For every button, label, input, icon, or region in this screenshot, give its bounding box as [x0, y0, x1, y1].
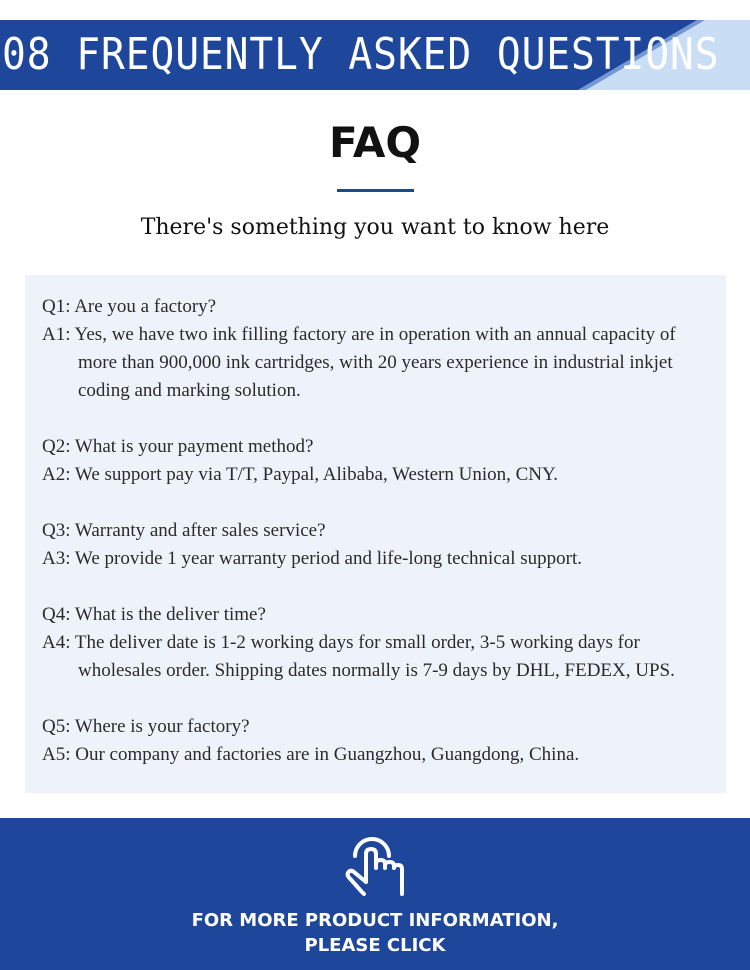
faq-question: Q1: Are you a factory?	[42, 296, 217, 317]
faq-panel	[25, 275, 726, 793]
footer-cta-text	[0, 908, 750, 958]
more-info-button[interactable]	[0, 818, 750, 970]
faq-item-5	[42, 713, 722, 769]
faq-answer-text: A5: Our company and factories are in Guangzhou, Guangdong, China.	[42, 744, 580, 765]
faq-question: Q5: Where is your factory?	[42, 716, 250, 737]
banner-title: 08 FREQUENTLY ASKED QUESTIONS	[2, 29, 720, 80]
footer-cta-line-2: PLEASE CLICK	[304, 935, 446, 956]
faq-answer-text: A4: The deliver date is 1-2 working days for small order, 3-5 working days for	[42, 632, 640, 653]
hand-pointer-icon	[344, 832, 406, 898]
faq-question: Q4: What is the deliver time?	[42, 604, 266, 625]
faq-answer-text: wholesales order. Shipping dates normally is 7-9 days by DHL, FEDEX, UPS.	[78, 660, 675, 681]
faq-answer-text: A3: We provide 1 year warranty period and life-long technical support.	[42, 548, 582, 569]
faq-item-4	[42, 601, 722, 685]
faq-list	[42, 293, 722, 797]
faq-item-1	[42, 293, 722, 405]
faq-answer-text: A1: Yes, we have two ink filling factory are in operation with an annual capacity of	[42, 324, 676, 345]
page-subtitle: There's something you want to know here	[140, 215, 610, 240]
faq-item-2	[42, 433, 722, 489]
faq-answer	[42, 461, 722, 489]
faq-answer-text: more than 900,000 ink cartridges, with 20 years experience in industrial inkjet	[78, 352, 673, 373]
footer-cta-line-1: FOR MORE PRODUCT INFORMATION,	[191, 910, 559, 931]
faq-question: Q3: Warranty and after sales service?	[42, 520, 326, 541]
section-banner	[0, 20, 750, 90]
faq-answer	[42, 741, 722, 769]
faq-answer-text: A2: We support pay via T/T, Paypal, Alibaba, Western Union, CNY.	[42, 464, 559, 485]
page-title: FAQ	[328, 118, 422, 167]
faq-answer	[42, 545, 722, 573]
title-underline	[337, 189, 414, 192]
faq-answer	[42, 321, 722, 405]
faq-answer-text: coding and marking solution.	[78, 380, 301, 401]
faq-answer	[42, 629, 722, 685]
faq-item-3	[42, 517, 722, 573]
faq-question: Q2: What is your payment method?	[42, 436, 314, 457]
